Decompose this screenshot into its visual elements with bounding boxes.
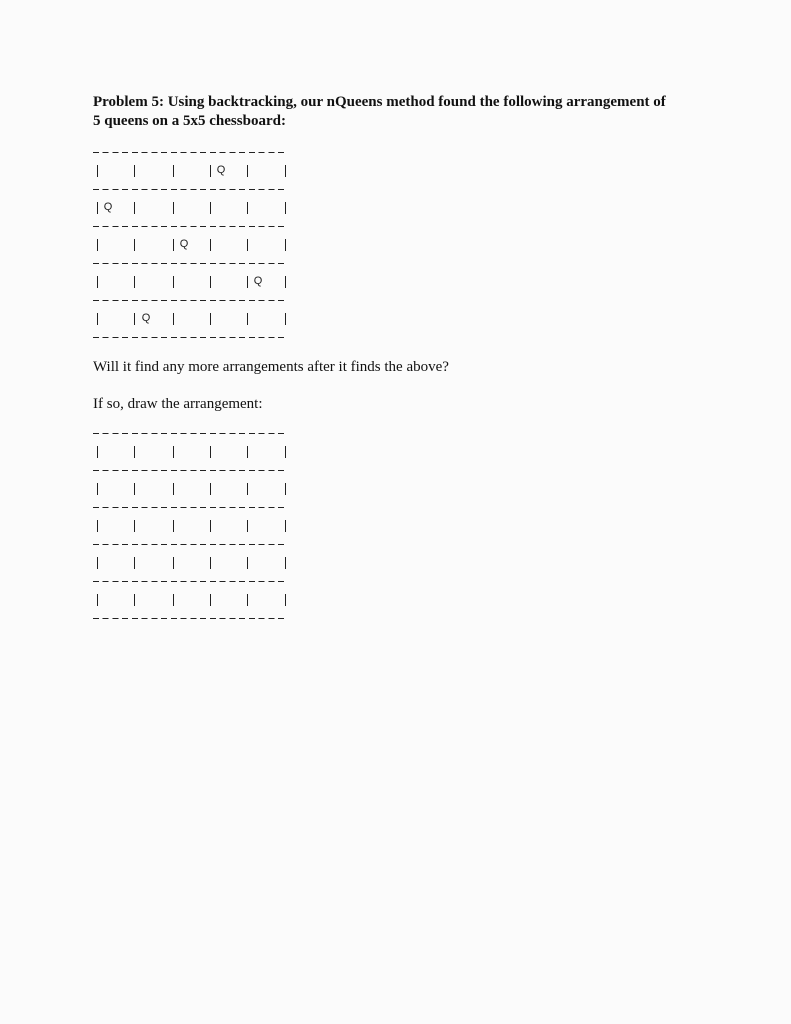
- blank-board-row[interactable]: [93, 547, 290, 579]
- cell-divider: [285, 276, 286, 288]
- cell-divider: [247, 276, 248, 288]
- blank-answer-board: [93, 431, 290, 621]
- cell-divider: [134, 446, 135, 458]
- queen-marker: Q: [179, 238, 189, 250]
- cell-divider: [97, 202, 98, 214]
- cell-divider: [285, 483, 286, 495]
- cell-divider: [285, 520, 286, 532]
- cell-divider: [173, 483, 174, 495]
- cell-divider: [97, 239, 98, 251]
- board-row: [93, 266, 290, 298]
- board-dashed-divider: [93, 616, 288, 621]
- queen-marker: Q: [141, 312, 151, 324]
- cell-divider: [134, 313, 135, 325]
- cell-divider: [285, 313, 286, 325]
- cell-divider: [173, 557, 174, 569]
- cell-divider: [97, 446, 98, 458]
- cell-divider: [210, 520, 211, 532]
- cell-divider: [210, 483, 211, 495]
- cell-divider: [247, 313, 248, 325]
- cell-divider: [134, 165, 135, 177]
- queen-marker: Q: [253, 275, 263, 287]
- board-row: [93, 229, 290, 261]
- blank-board-row[interactable]: [93, 510, 290, 542]
- queen-marker: Q: [103, 201, 113, 213]
- board-dashed-divider: [93, 335, 288, 340]
- problem-title: [93, 93, 713, 131]
- cell-divider: [173, 276, 174, 288]
- cell-divider: [173, 202, 174, 214]
- cell-divider: [285, 165, 286, 177]
- cell-divider: [210, 594, 211, 606]
- cell-divider: [97, 557, 98, 569]
- blank-board-row[interactable]: [93, 473, 290, 505]
- cell-divider: [134, 483, 135, 495]
- problem-title-line-1: Problem 5: Using backtracking, our nQueens method found the following arrangement of: [93, 94, 666, 110]
- cell-divider: [97, 165, 98, 177]
- cell-divider: [134, 276, 135, 288]
- cell-divider: [173, 446, 174, 458]
- board-row: [93, 303, 290, 335]
- found-arrangement-board: [93, 150, 290, 340]
- cell-divider: [173, 520, 174, 532]
- cell-divider: [210, 313, 211, 325]
- cell-divider: [210, 446, 211, 458]
- cell-divider: [285, 446, 286, 458]
- more-arrangements-question: Will it find any more arrangements after it finds the above?: [93, 359, 449, 375]
- board-row: [93, 155, 290, 187]
- cell-divider: [173, 165, 174, 177]
- cell-divider: [285, 594, 286, 606]
- cell-divider: [247, 202, 248, 214]
- problem-title-line-2: 5 queens on a 5x5 chessboard:: [93, 113, 286, 129]
- cell-divider: [247, 165, 248, 177]
- cell-divider: [247, 594, 248, 606]
- cell-divider: [97, 594, 98, 606]
- cell-divider: [173, 239, 174, 251]
- cell-divider: [134, 202, 135, 214]
- board-row: [93, 192, 290, 224]
- cell-divider: [134, 520, 135, 532]
- cell-divider: [97, 313, 98, 325]
- cell-divider: [210, 276, 211, 288]
- cell-divider: [247, 239, 248, 251]
- cell-divider: [285, 239, 286, 251]
- cell-divider: [173, 313, 174, 325]
- cell-divider: [134, 557, 135, 569]
- cell-divider: [247, 483, 248, 495]
- queen-marker: Q: [216, 164, 226, 176]
- cell-divider: [285, 202, 286, 214]
- blank-board-row[interactable]: [93, 584, 290, 616]
- cell-divider: [247, 557, 248, 569]
- cell-divider: [210, 239, 211, 251]
- cell-divider: [97, 276, 98, 288]
- cell-divider: [210, 557, 211, 569]
- blank-board-row[interactable]: [93, 436, 290, 468]
- cell-divider: [173, 594, 174, 606]
- cell-divider: [97, 520, 98, 532]
- cell-divider: [134, 594, 135, 606]
- cell-divider: [285, 557, 286, 569]
- cell-divider: [134, 239, 135, 251]
- cell-divider: [210, 202, 211, 214]
- cell-divider: [97, 483, 98, 495]
- cell-divider: [247, 520, 248, 532]
- cell-divider: [210, 165, 211, 177]
- draw-arrangement-prompt: If so, draw the arrangement:: [93, 396, 263, 412]
- cell-divider: [247, 446, 248, 458]
